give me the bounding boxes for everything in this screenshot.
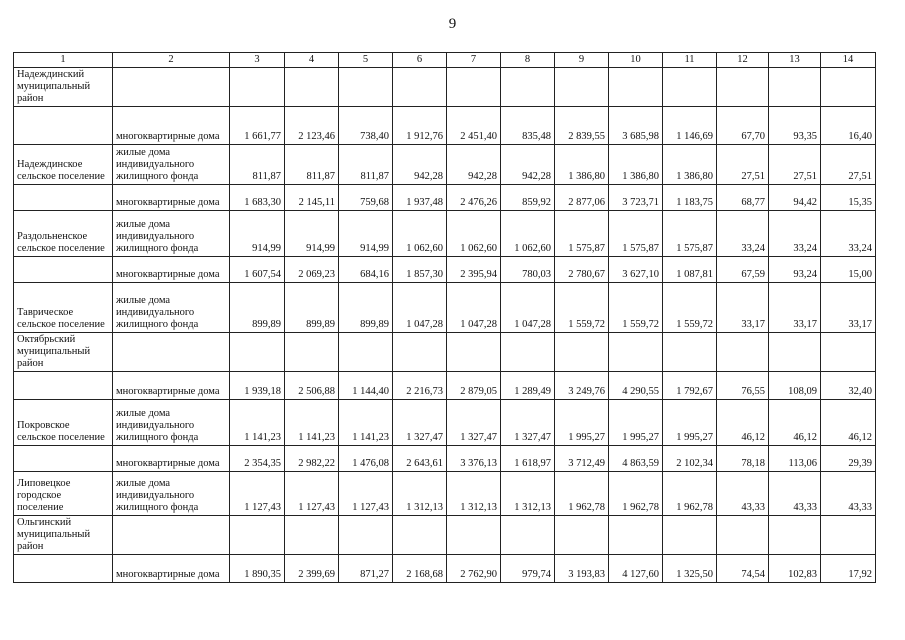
- value-cell: 78,18: [717, 446, 769, 472]
- value-cell: 3 193,83: [555, 555, 609, 583]
- housing-type: жилые дома индивидуального жилищного фонда: [113, 211, 230, 257]
- value-cell: 1 683,30: [230, 185, 285, 211]
- header-cell: 3: [230, 53, 285, 68]
- settlement-name: Липовецкое городское поселение: [14, 472, 113, 516]
- value-cell: [821, 68, 876, 107]
- value-cell: 1 559,72: [609, 283, 663, 333]
- value-cell: 3 685,98: [609, 107, 663, 145]
- value-cell: 3 712,49: [555, 446, 609, 472]
- value-cell: 1 312,13: [393, 472, 447, 516]
- value-cell: 1 141,23: [285, 400, 339, 446]
- value-cell: [555, 68, 609, 107]
- value-cell: 1 661,77: [230, 107, 285, 145]
- settlement-name: Раздольненское сельское поселение: [14, 211, 113, 257]
- value-cell: 899,89: [339, 283, 393, 333]
- value-cell: 1 183,75: [663, 185, 717, 211]
- value-cell: 914,99: [339, 211, 393, 257]
- value-cell: [230, 333, 285, 372]
- value-cell: 780,03: [501, 257, 555, 283]
- value-cell: [285, 68, 339, 107]
- value-cell: 16,40: [821, 107, 876, 145]
- settlement-name: [14, 185, 113, 211]
- value-cell: 1 062,60: [501, 211, 555, 257]
- value-cell: 1 289,49: [501, 372, 555, 400]
- value-cell: 1 857,30: [393, 257, 447, 283]
- table-body: [14, 53, 876, 583]
- header-cell: 1: [14, 53, 113, 68]
- value-cell: 29,39: [821, 446, 876, 472]
- value-cell: 1 386,80: [609, 145, 663, 185]
- value-cell: 1 327,47: [393, 400, 447, 446]
- value-cell: 4 290,55: [609, 372, 663, 400]
- header-cell: 6: [393, 53, 447, 68]
- value-cell: [393, 516, 447, 555]
- settlement-name: [14, 555, 113, 583]
- table-row: [14, 472, 876, 516]
- header-cell: 2: [113, 53, 230, 68]
- value-cell: [717, 68, 769, 107]
- housing-type: [113, 516, 230, 555]
- value-cell: 1 559,72: [555, 283, 609, 333]
- value-cell: 1 141,23: [339, 400, 393, 446]
- table-row: [14, 400, 876, 446]
- district-row: [14, 68, 876, 107]
- value-cell: 1 047,28: [501, 283, 555, 333]
- housing-type: жилые дома индивидуального жилищного фонда: [113, 283, 230, 333]
- value-cell: 46,12: [769, 400, 821, 446]
- value-cell: [609, 516, 663, 555]
- value-cell: 2 168,68: [393, 555, 447, 583]
- settlement-name: Покровское сельское поселение: [14, 400, 113, 446]
- value-cell: 2 879,05: [447, 372, 501, 400]
- value-cell: 3 376,13: [447, 446, 501, 472]
- value-cell: [717, 516, 769, 555]
- tariff-table: [13, 52, 876, 583]
- header-cell: 5: [339, 53, 393, 68]
- value-cell: 1 047,28: [447, 283, 501, 333]
- district-name: Октябрьский муниципальный район: [14, 333, 113, 372]
- value-cell: [339, 333, 393, 372]
- value-cell: 1 995,27: [663, 400, 717, 446]
- housing-type: многоквартирные дома: [113, 107, 230, 145]
- value-cell: 2 145,11: [285, 185, 339, 211]
- value-cell: 33,17: [821, 283, 876, 333]
- value-cell: 3 723,71: [609, 185, 663, 211]
- header-cell: 10: [609, 53, 663, 68]
- value-cell: [447, 333, 501, 372]
- value-cell: 43,33: [717, 472, 769, 516]
- settlement-name: Таврическое сельское поселение: [14, 283, 113, 333]
- housing-type: [113, 333, 230, 372]
- value-cell: 2 216,73: [393, 372, 447, 400]
- housing-type: многоквартирные дома: [113, 257, 230, 283]
- value-cell: 1 386,80: [663, 145, 717, 185]
- housing-type: многоквартирные дома: [113, 446, 230, 472]
- value-cell: 27,51: [769, 145, 821, 185]
- table-row: [14, 555, 876, 583]
- value-cell: 108,09: [769, 372, 821, 400]
- value-cell: 46,12: [821, 400, 876, 446]
- value-cell: 2 395,94: [447, 257, 501, 283]
- header-cell: 13: [769, 53, 821, 68]
- value-cell: 871,27: [339, 555, 393, 583]
- value-cell: 1 937,48: [393, 185, 447, 211]
- value-cell: 32,40: [821, 372, 876, 400]
- value-cell: 1 962,78: [555, 472, 609, 516]
- value-cell: 1 141,23: [230, 400, 285, 446]
- value-cell: 1 127,43: [230, 472, 285, 516]
- table-row: [14, 257, 876, 283]
- value-cell: 979,74: [501, 555, 555, 583]
- value-cell: [717, 333, 769, 372]
- value-cell: [230, 516, 285, 555]
- value-cell: [821, 516, 876, 555]
- value-cell: 76,55: [717, 372, 769, 400]
- housing-type: многоквартирные дома: [113, 555, 230, 583]
- settlement-name: Надеждинское сельское поселение: [14, 145, 113, 185]
- value-cell: 1 575,87: [609, 211, 663, 257]
- value-cell: 1 312,13: [447, 472, 501, 516]
- value-cell: 1 939,18: [230, 372, 285, 400]
- value-cell: 2 643,61: [393, 446, 447, 472]
- housing-type: жилые дома индивидуального жилищного фонда: [113, 472, 230, 516]
- settlement-name: [14, 446, 113, 472]
- value-cell: 684,16: [339, 257, 393, 283]
- value-cell: 2 506,88: [285, 372, 339, 400]
- housing-type: многоквартирные дома: [113, 372, 230, 400]
- housing-type: жилые дома индивидуального жилищного фонда: [113, 145, 230, 185]
- settlement-name: [14, 107, 113, 145]
- page-number: 9: [448, 16, 457, 32]
- table-row: [14, 145, 876, 185]
- value-cell: [769, 68, 821, 107]
- value-cell: 914,99: [230, 211, 285, 257]
- value-cell: 2 476,26: [447, 185, 501, 211]
- value-cell: 811,87: [285, 145, 339, 185]
- value-cell: [285, 333, 339, 372]
- value-cell: 811,87: [230, 145, 285, 185]
- value-cell: [555, 516, 609, 555]
- header-cell: 8: [501, 53, 555, 68]
- value-cell: [339, 516, 393, 555]
- value-cell: 835,48: [501, 107, 555, 145]
- value-cell: 27,51: [821, 145, 876, 185]
- district-name: Надеждинский муниципальный район: [14, 68, 113, 107]
- value-cell: 1 792,67: [663, 372, 717, 400]
- value-cell: [663, 516, 717, 555]
- value-cell: 1 327,47: [447, 400, 501, 446]
- value-cell: 942,28: [393, 145, 447, 185]
- value-cell: 1 127,43: [285, 472, 339, 516]
- value-cell: 67,70: [717, 107, 769, 145]
- value-cell: 1 062,60: [447, 211, 501, 257]
- district-row: [14, 516, 876, 555]
- value-cell: 1 995,27: [609, 400, 663, 446]
- value-cell: 899,89: [230, 283, 285, 333]
- value-cell: 859,92: [501, 185, 555, 211]
- header-cell: 12: [717, 53, 769, 68]
- value-cell: 2 839,55: [555, 107, 609, 145]
- table-row: [14, 446, 876, 472]
- value-cell: 811,87: [339, 145, 393, 185]
- value-cell: 2 762,90: [447, 555, 501, 583]
- district-row: [14, 333, 876, 372]
- value-cell: [447, 516, 501, 555]
- value-cell: 1 575,87: [663, 211, 717, 257]
- district-name: Ольгинский муниципальный район: [14, 516, 113, 555]
- housing-type: многоквартирные дома: [113, 185, 230, 211]
- value-cell: [393, 68, 447, 107]
- settlement-name: [14, 257, 113, 283]
- value-cell: 33,17: [717, 283, 769, 333]
- value-cell: [501, 68, 555, 107]
- value-cell: 1 575,87: [555, 211, 609, 257]
- value-cell: 942,28: [501, 145, 555, 185]
- value-cell: 1 476,08: [339, 446, 393, 472]
- value-cell: 1 995,27: [555, 400, 609, 446]
- value-cell: [769, 333, 821, 372]
- value-cell: 113,06: [769, 446, 821, 472]
- value-cell: 2 399,69: [285, 555, 339, 583]
- value-cell: 738,40: [339, 107, 393, 145]
- table-row: [14, 107, 876, 145]
- value-cell: 33,24: [717, 211, 769, 257]
- header-cell: 14: [821, 53, 876, 68]
- value-cell: 899,89: [285, 283, 339, 333]
- value-cell: 1 325,50: [663, 555, 717, 583]
- value-cell: 914,99: [285, 211, 339, 257]
- value-cell: [663, 68, 717, 107]
- value-cell: 1 559,72: [663, 283, 717, 333]
- table-row: [14, 283, 876, 333]
- value-cell: 68,77: [717, 185, 769, 211]
- settlement-name: [14, 372, 113, 400]
- value-cell: [447, 68, 501, 107]
- value-cell: 2 780,67: [555, 257, 609, 283]
- value-cell: 27,51: [717, 145, 769, 185]
- value-cell: 1 327,47: [501, 400, 555, 446]
- header-cell: 7: [447, 53, 501, 68]
- value-cell: [230, 68, 285, 107]
- value-cell: 2 982,22: [285, 446, 339, 472]
- value-cell: 1 962,78: [609, 472, 663, 516]
- value-cell: 1 912,76: [393, 107, 447, 145]
- value-cell: 4 127,60: [609, 555, 663, 583]
- header-row: [14, 53, 876, 68]
- value-cell: 2 451,40: [447, 107, 501, 145]
- value-cell: 94,42: [769, 185, 821, 211]
- table-row: [14, 211, 876, 257]
- value-cell: 3 627,10: [609, 257, 663, 283]
- value-cell: 17,92: [821, 555, 876, 583]
- housing-type: жилые дома индивидуального жилищного фонда: [113, 400, 230, 446]
- value-cell: 1 962,78: [663, 472, 717, 516]
- value-cell: 33,24: [821, 211, 876, 257]
- value-cell: [285, 516, 339, 555]
- value-cell: 15,00: [821, 257, 876, 283]
- header-cell: 9: [555, 53, 609, 68]
- value-cell: 1 146,69: [663, 107, 717, 145]
- table-row: [14, 185, 876, 211]
- value-cell: [609, 68, 663, 107]
- value-cell: [663, 333, 717, 372]
- value-cell: 43,33: [769, 472, 821, 516]
- table-row: [14, 372, 876, 400]
- value-cell: 3 249,76: [555, 372, 609, 400]
- value-cell: 1 386,80: [555, 145, 609, 185]
- value-cell: 4 863,59: [609, 446, 663, 472]
- value-cell: 33,17: [769, 283, 821, 333]
- value-cell: [555, 333, 609, 372]
- value-cell: 1 607,54: [230, 257, 285, 283]
- value-cell: 2 102,34: [663, 446, 717, 472]
- header-cell: 11: [663, 53, 717, 68]
- value-cell: 2 877,06: [555, 185, 609, 211]
- value-cell: 67,59: [717, 257, 769, 283]
- value-cell: 2 123,46: [285, 107, 339, 145]
- value-cell: 46,12: [717, 400, 769, 446]
- value-cell: 2 354,35: [230, 446, 285, 472]
- value-cell: 759,68: [339, 185, 393, 211]
- value-cell: 1 127,43: [339, 472, 393, 516]
- value-cell: 15,35: [821, 185, 876, 211]
- value-cell: 1 144,40: [339, 372, 393, 400]
- value-cell: 942,28: [447, 145, 501, 185]
- value-cell: 1 062,60: [393, 211, 447, 257]
- value-cell: [501, 333, 555, 372]
- value-cell: 102,83: [769, 555, 821, 583]
- value-cell: [609, 333, 663, 372]
- value-cell: [339, 68, 393, 107]
- value-cell: 1 312,13: [501, 472, 555, 516]
- value-cell: 1 087,81: [663, 257, 717, 283]
- value-cell: 93,35: [769, 107, 821, 145]
- value-cell: [501, 516, 555, 555]
- housing-type: [113, 68, 230, 107]
- value-cell: 2 069,23: [285, 257, 339, 283]
- value-cell: 93,24: [769, 257, 821, 283]
- value-cell: [393, 333, 447, 372]
- value-cell: [769, 516, 821, 555]
- value-cell: [821, 333, 876, 372]
- value-cell: 1 618,97: [501, 446, 555, 472]
- value-cell: 33,24: [769, 211, 821, 257]
- value-cell: 1 890,35: [230, 555, 285, 583]
- value-cell: 43,33: [821, 472, 876, 516]
- value-cell: 1 047,28: [393, 283, 447, 333]
- header-cell: 4: [285, 53, 339, 68]
- value-cell: 74,54: [717, 555, 769, 583]
